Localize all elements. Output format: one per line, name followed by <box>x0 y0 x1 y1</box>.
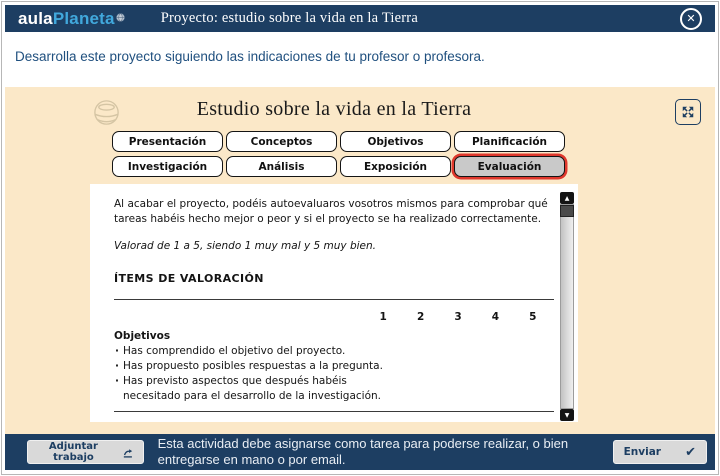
tab-investigacion[interactable]: Investigación <box>112 156 223 177</box>
scrollbar-track[interactable] <box>560 204 574 409</box>
scroll-down-icon[interactable] <box>560 409 574 421</box>
expand-icon <box>681 105 695 119</box>
list-item: · Has previsto aspectos que después habéis necesitado para el desarrollo de la investigación. <box>114 374 398 404</box>
send-label: Enviar <box>623 446 661 458</box>
scrollbar-thumb[interactable] <box>560 205 574 217</box>
project-area <box>5 87 715 434</box>
globe-icon <box>91 97 122 133</box>
divider <box>114 299 554 300</box>
vertical-scrollbar[interactable] <box>560 192 574 421</box>
fullscreen-button[interactable] <box>675 99 701 125</box>
evaluation-panel <box>90 184 578 422</box>
scale-5: 5 <box>529 311 537 324</box>
close-icon[interactable] <box>680 8 702 30</box>
instruction-text: Desarrolla este proyecto siguiendo las indicaciones de tu profesor o profesora. <box>15 49 485 64</box>
attach-work-label: Adjuntar trabajo <box>48 441 98 463</box>
scale-3: 3 <box>454 311 462 324</box>
project-title: Estudio sobre la vida en la Tierra <box>196 98 472 120</box>
logo-text-planeta: Planeta <box>52 9 115 28</box>
list-item: · Has comprendido el objetivo del proyecto. <box>114 344 398 359</box>
close-glyph: ✕ <box>686 12 696 25</box>
attach-work-button[interactable] <box>27 440 144 464</box>
rating-note: Valorad de 1 a 5, siendo 1 muy mal y 5 muy bien. <box>114 239 376 252</box>
items-heading: ÍTEMS DE VALORACIÓN <box>114 271 264 285</box>
up-arrow-glyph: ▲ <box>564 194 570 202</box>
tab-conceptos[interactable]: Conceptos <box>226 131 337 152</box>
objetivos-criteria-list <box>114 344 398 404</box>
tab-objetivos[interactable]: Objetivos <box>340 131 451 152</box>
check-icon: ✔ <box>685 444 696 460</box>
tab-evaluacion[interactable]: Evaluación <box>454 156 565 177</box>
list-item: · Has propuesto posibles respuestas a la pregunta. <box>114 359 398 374</box>
attach-icon <box>122 445 134 460</box>
divider <box>114 411 554 412</box>
scale-4: 4 <box>491 311 500 324</box>
group-title-objetivos: Objetivos <box>114 330 171 343</box>
section-tabs <box>112 131 578 177</box>
evaluation-content <box>90 184 578 412</box>
window-title: Proyecto: estudio sobre la vida en la Tierra <box>160 10 418 26</box>
title-bar <box>5 5 715 32</box>
down-arrow-glyph: ▼ <box>564 411 570 419</box>
rating-scale-header <box>378 310 538 325</box>
aulaplaneta-logo <box>18 10 125 27</box>
logo-globe-icon <box>116 8 125 25</box>
tab-planificacion[interactable]: Planificación <box>454 131 565 152</box>
project-dialog <box>1 1 719 475</box>
assignment-note: Esta actividad debe asignarse como tarea para poderse realizar, o bien entregarse en mano o por email. <box>157 436 569 467</box>
send-button[interactable] <box>613 440 707 464</box>
instruction-row <box>5 32 715 87</box>
intro-paragraph: Al acabar el proyecto, podéis autoevaluaros vosotros mismos para comprobar qué tareas habéis hecho mejor o peor y si el proyecto se ha realizado correctamente. <box>114 198 548 225</box>
scroll-up-icon[interactable] <box>560 192 574 204</box>
content-column <box>90 87 578 422</box>
scale-1: 1 <box>379 311 387 324</box>
scale-2: 2 <box>416 311 425 324</box>
logo-text-aula: aula <box>18 9 53 28</box>
action-bar <box>5 434 715 470</box>
tab-presentacion[interactable]: Presentación <box>112 131 223 152</box>
tab-exposicion[interactable]: Exposición <box>340 156 451 177</box>
tab-analisis[interactable]: Análisis <box>226 156 337 177</box>
